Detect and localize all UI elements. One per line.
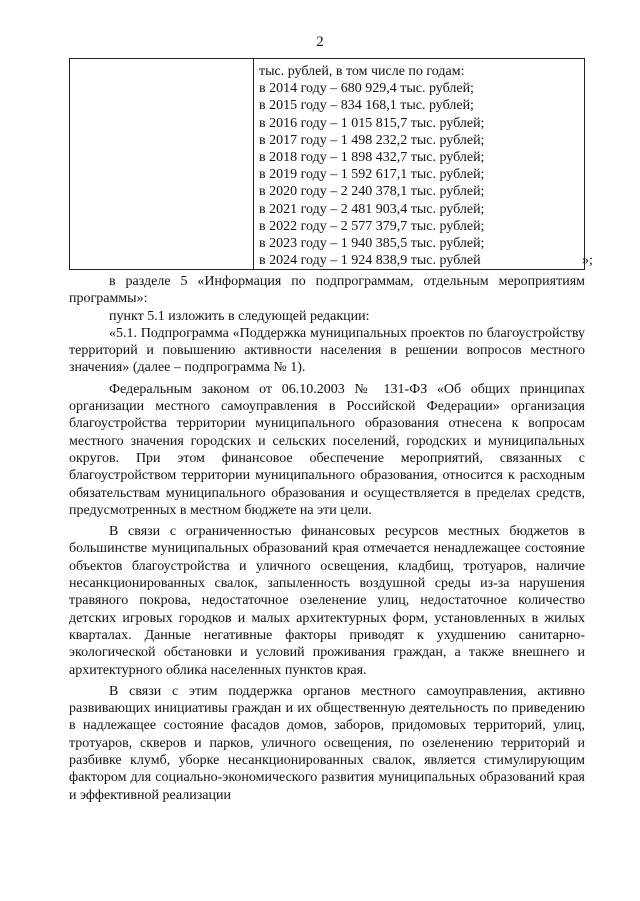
- paragraph-item-5-1: пункт 5.1 изложить в следующей редакции:: [109, 308, 370, 324]
- funding-line: в 2014 году – 680 929,4 тыс. рублей;: [259, 81, 474, 97]
- funding-table: [69, 58, 585, 270]
- paragraph-support: В связи с этим поддержка органов местного самоуправления, активно развивающих инициативы граждан и их общественную деятельность по приведению в надлежащее состояние фасадов домов, заборов, придомовых территорий, улиц, тротуаров, скверов и парков, уличного освещения, по озеленению территорий и разбивке клумб, уборке несанкционированных свалок, является стимулирующим фактором для социально-экономического развития муниципальных образований края и эффективной реализации: [69, 683, 585, 803]
- funding-line: в 2018 году – 1 898 432,7 тыс. рублей;: [259, 150, 485, 166]
- funding-line: тыс. рублей, в том числе по годам:: [259, 64, 465, 79]
- funding-line: в 2022 году – 2 577 379,7 тыс. рублей;: [259, 218, 485, 234]
- closing-quote-mark: »;: [582, 253, 593, 268]
- page-number: 2: [316, 34, 324, 50]
- funding-line: в 2024 году – 1 924 838,9 тыс. рублей: [259, 253, 481, 269]
- table-left-cell: [70, 59, 254, 269]
- paragraph-federal-law: Федеральным законом от 06.10.2003 № 131-ФЗ «Об общих принципах организации местного самоуправления в Российской Федерации» организация благоустройства территории муниципального образования отнесена к вопросам местного значения городских и сельских поселений, городских и муниципальных округов. При этом финансовое обеспечение мероприятий, связанных с благоустройством территории муниципального образования, относится к расходным обязательствам муниципального образования и осуществляется в пределах средств, предусмотренных в местном бюджете на эти цели.: [69, 381, 585, 518]
- funding-line: в 2020 году – 2 240 378,1 тыс. рублей;: [259, 184, 485, 200]
- body-text: [69, 273, 585, 804]
- funding-line: в 2023 году – 1 940 385,5 тыс. рублей;: [259, 236, 485, 252]
- funding-line: в 2021 году – 2 481 903,4 тыс. рублей;: [259, 201, 485, 217]
- paragraph-section-5: в разделе 5 «Информация по подпрограммам, отдельным мероприятиям программы»:: [69, 274, 585, 307]
- paragraph-limited-resources: В связи с ограниченностью финансовых ресурсов местных бюджетов в большинстве муниципальных образований края отмечается ненадлежащее состояние объектов благоустройства и уличного освещения, кладбищ, тротуаров, наличие несанкционированных свалок, запыленность воздушной среды из-за нарушения травяного покрова, недостаточное озеленение улиц, недостаточное количество детских игровых городков и малых архитектурных форм, установленных в жилых кварталах. Данные негативные факторы приводят к ухудшению санитарно-экологической обстановки и условий проживания граждан, а также внешнего и архитектурного облика населенных пунктов края.: [69, 524, 585, 678]
- paragraph-subprogram-title: «5.1. Подпрограмма «Поддержка муниципальных проектов по благоустройству территорий и повышению активности населения в решении вопросов местного значения» (далее – подпрограмма № 1).: [69, 325, 585, 376]
- funding-line: в 2016 году – 1 015 815,7 тыс. рублей;: [259, 115, 485, 131]
- table-right-cell: [259, 63, 484, 269]
- funding-line: в 2019 году – 1 592 617,1 тыс. рублей;: [259, 167, 485, 183]
- funding-line: в 2017 году – 1 498 232,2 тыс. рублей;: [259, 132, 485, 148]
- funding-line: в 2015 году – 834 168,1 тыс. рублей;: [259, 98, 474, 114]
